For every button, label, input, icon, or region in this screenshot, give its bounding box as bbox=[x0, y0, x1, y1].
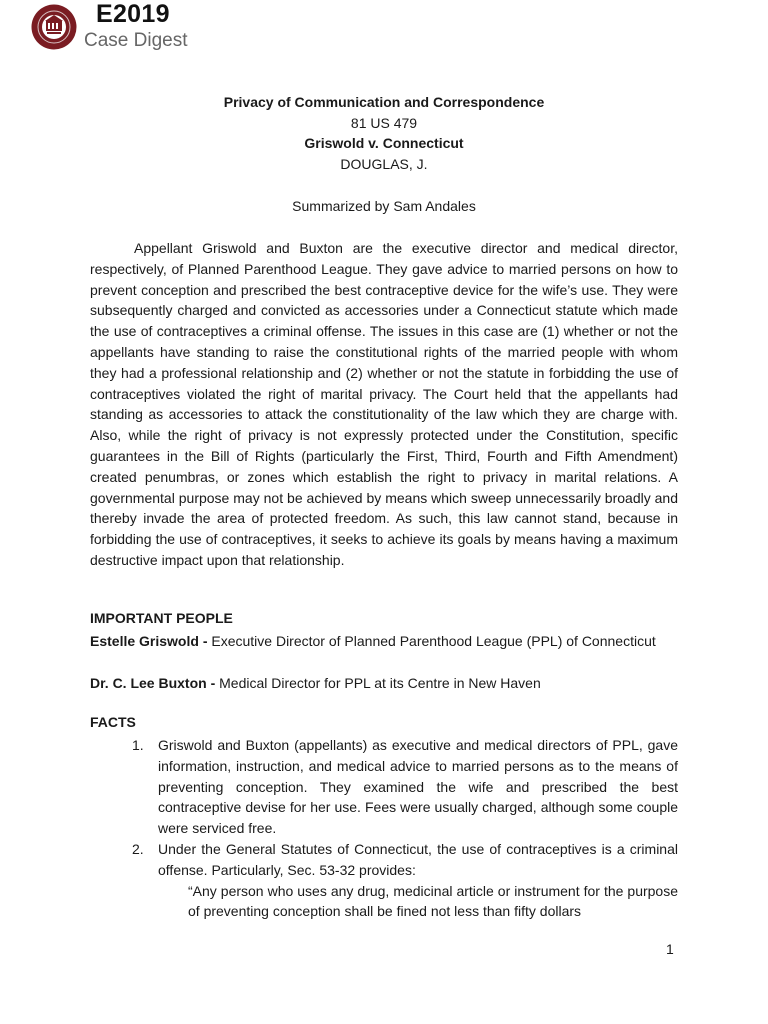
fact-item bbox=[132, 735, 678, 839]
person-name: Dr. C. Lee Buxton - bbox=[90, 675, 216, 691]
fact-text: Griswold and Buxton (appellants) as executive and medical directors of PPL, gave information, instruction, and medical advice to married persons as to the means of preventing conception. They examined the wife and prescribed the best contraceptive devise for her use. Fees were usually charged, although some couple were serviced free. bbox=[158, 737, 678, 837]
important-people-heading: IMPORTANT PEOPLE bbox=[90, 610, 233, 626]
person-name: Estelle Griswold - bbox=[90, 633, 208, 649]
fact-number: 1. bbox=[132, 737, 144, 753]
fact-text: Under the General Statutes of Connecticut, the use of contraceptives is a criminal offense. Particularly, Sec. 53-32 provides: bbox=[158, 840, 678, 878]
statute-quote: “Any person who uses any drug, medicinal article or instrument for the purpose of preventing conception shall be fined not less than fifty dollars bbox=[188, 882, 678, 920]
brand-title: E2019 bbox=[96, 0, 170, 28]
summarized-by: Summarized by Sam Andales bbox=[292, 198, 476, 214]
person-entry bbox=[90, 673, 678, 694]
case-citation: 81 US 479 bbox=[350, 115, 418, 131]
fact-number: 2. bbox=[132, 840, 144, 857]
topic-heading: Privacy of Communication and Correspondence bbox=[223, 94, 545, 110]
facts-heading: FACTS bbox=[90, 714, 136, 730]
person-role: Executive Director of Planned Parenthood League (PPL) of Connecticut bbox=[211, 633, 656, 649]
fact-item bbox=[132, 839, 678, 922]
summary-paragraph: Appellant Griswold and Buxton are the executive director and medical director, respectively, of Planned Parenthood League. They gave advice to married persons on how to prevent conception and prescribed the best contraceptive device for the wife’s use. They were subsequently charged and convicted as accessories under a Connecticut statute which made the use of contraceptives a criminal offense. The issues in this case are (1) whether or not the appellants have standing to raise the constitutional rights of the married people with whom they had a professional relationship and (2) whether or not the statute in forbidding the use of contraceptives violated the right of marital privacy. The Court held that the appellants had standing as accessories to attack the constitutionality of the law which they are charge with. Also, while the right of privacy is not expressly protected under the Constitution, specific guarantees in the Bill of Rights (particularly the First, Third, Fourth and Fifth Amendment) created penumbras, or zones which establish the right to privacy in marital relations. A governmental purpose may not be achieved by means which sweep unnecessarily broadly and thereby invade the area of protected freedom. As such, this law cannot stand, because in forbidding the use of contraceptives, it seeks to achieve its goals by means having a maximum destructive impact upon that relationship. bbox=[90, 240, 678, 568]
case-name: Griswold v. Connecticut bbox=[304, 135, 464, 151]
page-number: 1 bbox=[666, 941, 674, 957]
person-entry bbox=[90, 631, 678, 652]
ponente: DOUGLAS, J. bbox=[340, 156, 428, 172]
brand-subtitle: Case Digest bbox=[84, 30, 188, 51]
person-role: Medical Director for PPL at its Centre in New Haven bbox=[219, 675, 541, 691]
facts-list bbox=[132, 735, 678, 922]
school-seal-logo bbox=[31, 4, 77, 50]
